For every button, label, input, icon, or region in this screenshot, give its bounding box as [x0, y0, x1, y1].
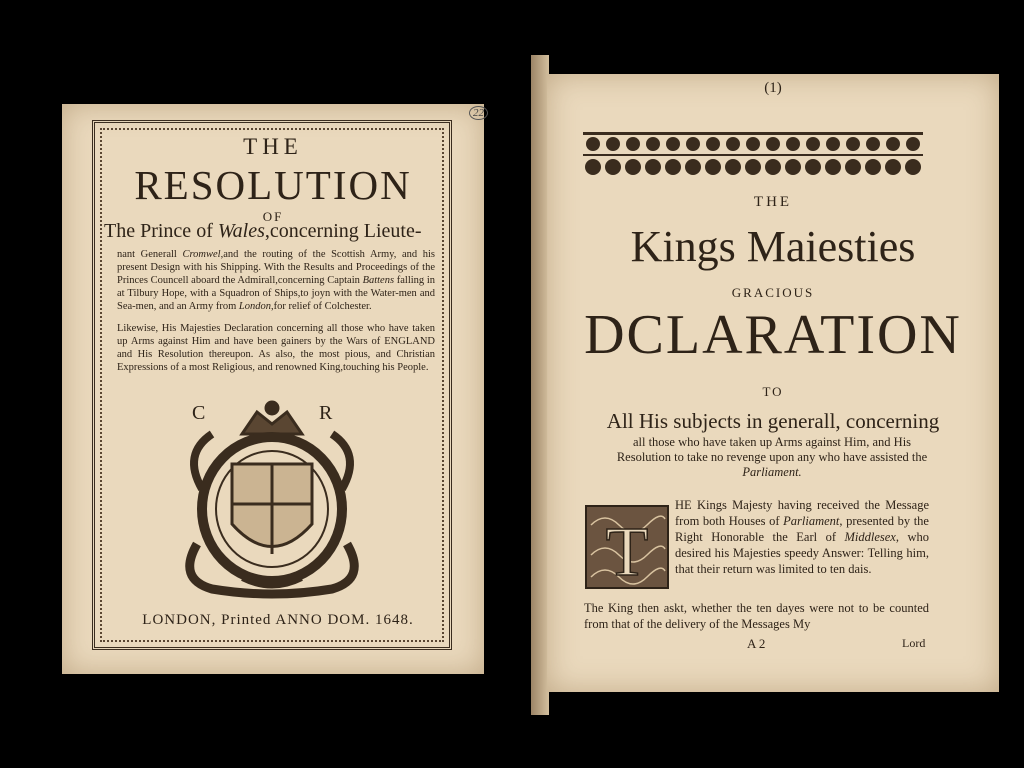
ornament-flourish — [766, 137, 780, 151]
heading-kings-maiesties: Kings Maiesties — [630, 222, 916, 271]
title-body-paragraph-2: Likewise, His Majesties Declaration concerning all those who have taken up Arms against Him and have been gainers by the Wars of ENGLAND and His Resolution thereupon. As also, the most pious, and Christian Expressions of a most Religious, and renowned King,touching his People. — [117, 323, 435, 373]
ornament-flourish — [846, 137, 860, 151]
title-of: OF — [262, 209, 284, 224]
ornament-flourish — [606, 137, 620, 151]
title-the: THE — [243, 134, 303, 159]
ornament-flourish — [906, 137, 920, 151]
heading-all-subjects: All His subjects in generall, concerning — [606, 409, 940, 433]
title-resolution: RESOLUTION — [134, 162, 412, 208]
ornament-flourish — [905, 159, 921, 175]
subtitle-prince-of-wales: The Prince of Wales,concerning Lieute- — [104, 220, 422, 242]
ornament-flourish — [725, 159, 741, 175]
ornament-flourish — [665, 159, 681, 175]
description-text: all those who have taken up Arms against Him, and His Resolution to take no revenge upon any who have assisted the Parliament. — [616, 435, 928, 479]
ornament-flourish — [765, 159, 781, 175]
ornament-flourish — [666, 137, 680, 151]
ornament-flourish — [786, 137, 800, 151]
ornament-flourish — [646, 137, 660, 151]
ornament-flourish — [805, 159, 821, 175]
ornament-flourish — [705, 159, 721, 175]
crest-letter-c: C — [192, 402, 206, 424]
ornament-flourish — [806, 137, 820, 151]
ornament-flourish — [845, 159, 861, 175]
ornament-flourish — [746, 137, 760, 151]
ornament-flourish — [826, 137, 840, 151]
ornament-flourish — [586, 137, 600, 151]
decorated-drop-cap-icon — [585, 505, 669, 589]
ornament-flourish — [685, 159, 701, 175]
body-paragraph: HE Kings Majesty having received the Message from both Houses of Parliament, presented by the Right Honorable the Earl of Middlesex, who desired his Majesties speedy Answer: Telling him, that their return was limited to ten dais. — [675, 498, 929, 576]
ornament-flourish — [865, 159, 881, 175]
heading-dclaration: DCLARATION — [584, 304, 962, 366]
left-title-page — [62, 104, 484, 674]
ornament-flourish — [745, 159, 761, 175]
catchword: Lord — [902, 636, 926, 650]
ornament-flourish — [625, 159, 641, 175]
floral-ornament-band-icon — [583, 132, 923, 178]
ornament-flourish — [626, 137, 640, 151]
ornament-flourish — [706, 137, 720, 151]
crest-letter-r: R — [319, 402, 333, 424]
heading-the: THE — [753, 194, 793, 210]
page-number: (1) — [764, 80, 782, 96]
title-body-paragraph-1: nant Generall Cromwel,and the routing of the Scottish Army, and his present Design with his Shipping. With the Results and Proceedings of the Princes Councell aboard the Admirall,concerning Captain Battens falling in at Tilbury Hope, with a Squadron of Ships,to joyn with the Water-men and Sea-men, and an Army from London,for relief of Colchester. — [117, 249, 435, 312]
ornament-flourish — [686, 137, 700, 151]
pencil-page-number: 22 — [469, 106, 488, 120]
royal-coat-of-arms-icon — [172, 394, 372, 606]
ornament-flourish — [605, 159, 621, 175]
signature-mark: A 2 — [747, 636, 766, 651]
imprint-line: LONDON, Printed ANNO DOM. 1648. — [142, 612, 414, 628]
right-text-page — [547, 74, 999, 692]
ornament-flourish — [866, 137, 880, 151]
heading-gracious: GRACIOUS — [731, 285, 815, 300]
ornament-flourish — [785, 159, 801, 175]
heading-to: TO — [762, 384, 784, 399]
drop-cap-letter: T — [605, 514, 649, 589]
ornament-flourish — [885, 159, 901, 175]
ornament-flourish — [645, 159, 661, 175]
ornament-flourish — [726, 137, 740, 151]
body-continuation: The King then askt, whether the ten dayes were not to be counted from that of the delivery of the Messages My — [584, 601, 929, 631]
ornament-flourish — [825, 159, 841, 175]
ornament-flourish — [886, 137, 900, 151]
ornament-flourish — [585, 159, 601, 175]
